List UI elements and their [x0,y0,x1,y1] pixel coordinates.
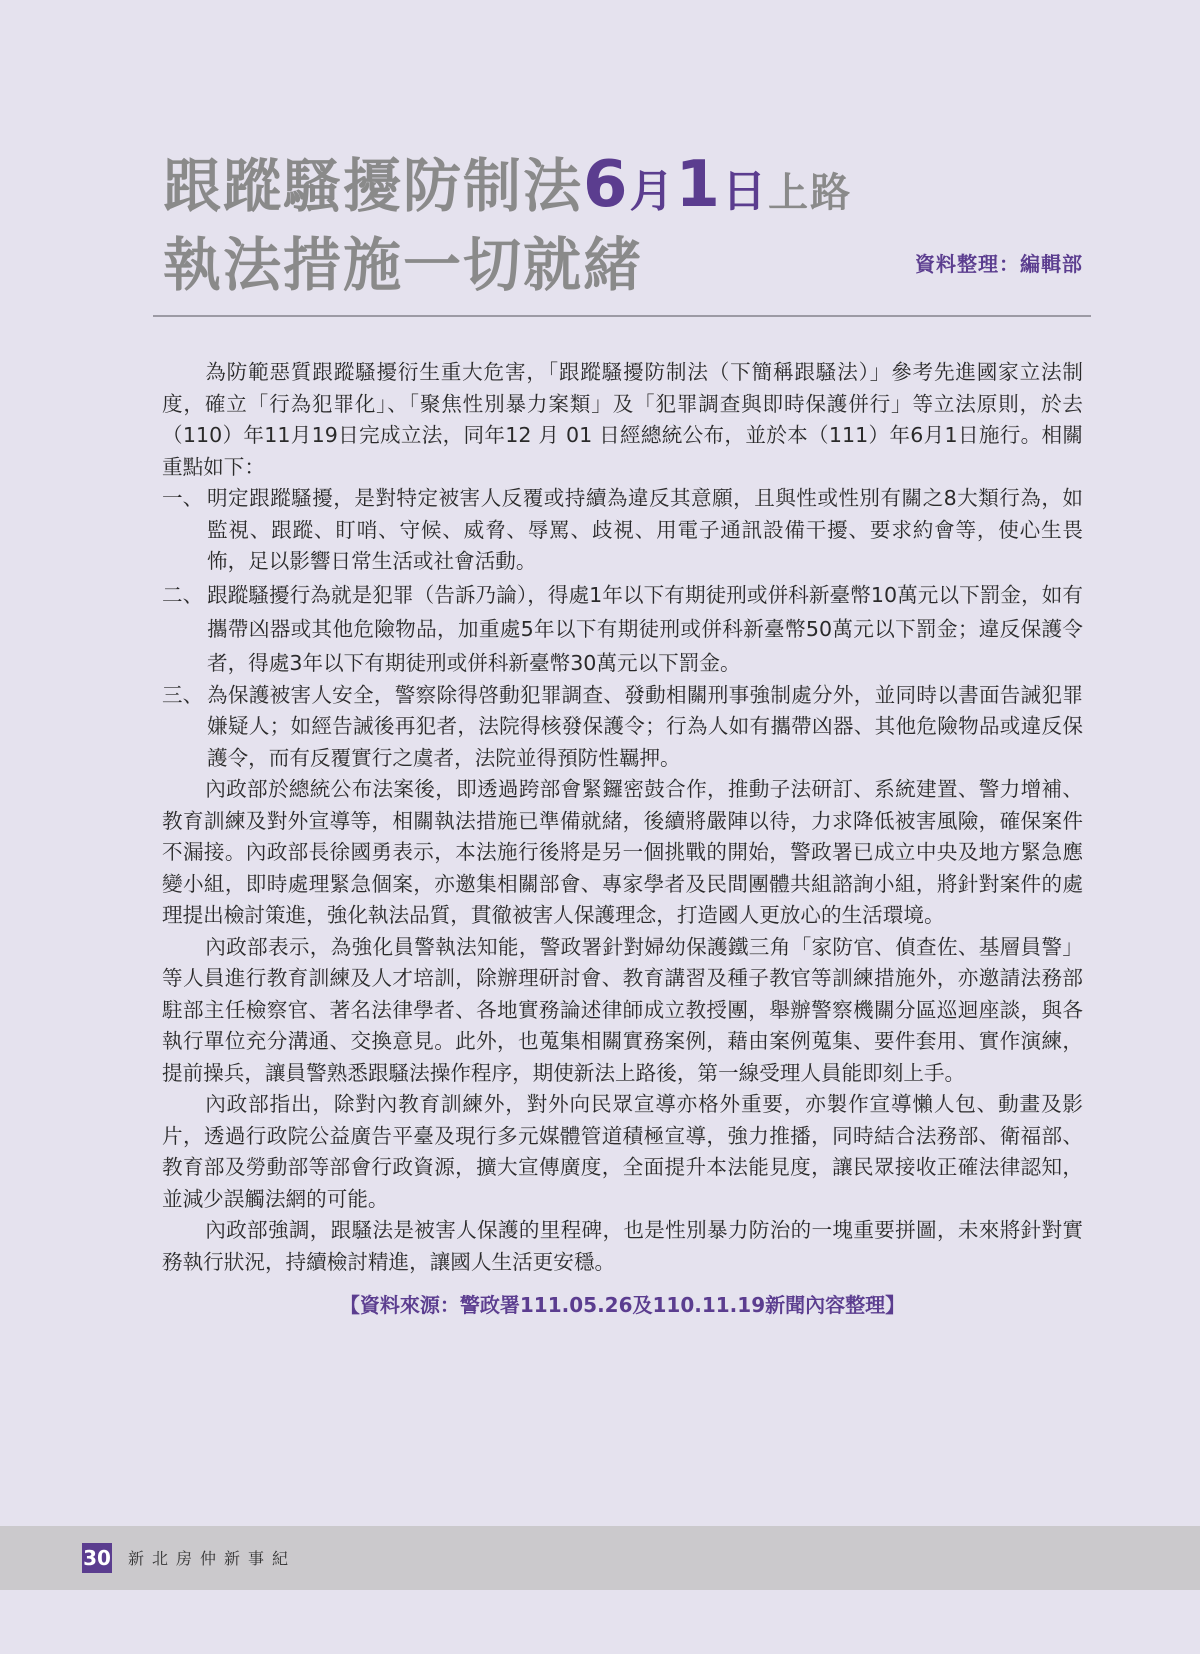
body-paragraph: 內政部指出，除對內教育訓練外，對外向民眾宣導亦格外重要，亦製作宣導懶人包、動畫及影片，透過行政院公益廣告平臺及現行多元媒體管道積極宣導，強力推播，同時結合法務部、衛福部、教育部及勞動部等部會行政資源，擴大宣傳廣度，全面提升本法能見度，讓民眾接收正確法律認知，並減少誤觸法網的可能。 [162,1092,1083,1211]
page-number: 30 [82,1543,112,1573]
title-suffix: 上路 [768,170,853,216]
list-item-text: 明定跟蹤騷擾，是對特定被害人反覆或持續為違反其意願，且與性或性別有關之8大類行為，如監視、跟蹤、盯哨、守候、威脅、辱罵、歧視、用電子通訊設備干擾、要求約會等，使心生畏怖，足以影響日常生活或社會活動。 [207,486,1083,573]
magazine-name: 新北房仲新事紀 [128,1549,297,1568]
byline: 資料整理：編輯部 [915,252,1083,276]
list-item-text: 為保護被害人安全，警察除得啓動犯罪調查、發動相關刑事強制處分外，並同時以書面告誡犯罪嫌疑人；如經告誡後再犯者，法院得核發保護令；行為人如有攜帶凶器、其他危險物品或違反保護令，而有反覆實行之虞者，法院並得預防性羈押。 [207,682,1083,770]
title-divider [153,315,1091,317]
source-note: 【資料來源：警政署111.05.26及110.11.19新聞內容整理】 [339,1293,906,1317]
body-paragraph: 內政部表示，為強化員警執法知能，警政署針對婦幼保護鐵三角「家防官、偵查佐、基層員警」等人員進行教育訓練及人才培訓，除辦理研討會、教育講習及種子教官等訓練措施外，亦邀請法務部駐部主任檢察官、著名法律學者、各地實務論述律師成立教授團，舉辦警察機關分區巡迴座談，與各執行單位充分溝通、交換意見。此外，也蒐集相關實務案例，藉由案例蒐集、要件套用、實作演練，提前操兵，讓員警熟悉跟騷法操作程序，期使新法上路後，第一線受理人員能即刻上手。 [162,934,1083,1085]
article-title-line-2: 執法措施一切就緒 [163,231,644,299]
title-month-number: 6 [583,148,630,222]
body-paragraph: 內政部於總統公布法案後，即透過跨部會緊鑼密鼓合作，推動子法研訂、系統建置、警力增補、教育訓練及對外宣導等，相關執法措施已準備就緒，後續將嚴陣以待，力求降低被害風險，確保案件不漏接。內政部長徐國勇表示，本法施行後將是另一個挑戰的開始，警政署已成立中央及地方緊急應變小組，即時處理緊急個案，亦邀集相關部會、專家學者及民間團體共組諮詢小組，將針對案件的處理提出檢討策進，強化執法品質，貫徹被害人保護理念，打造國人更放心的生活環境。 [162,777,1083,927]
title-text: 跟蹤騷擾防制法 [163,152,584,220]
list-item-number: 二、 [162,582,204,607]
list-item [162,578,1083,680]
list-item [162,483,1083,578]
list-item [162,680,1083,775]
list-item-text: 跟蹤騷擾行為就是犯罪（告訴乃論），得處1年以下有期徒刑或併科新臺幣10萬元以下罰金，如有攜帶凶器或其他危險物品，加重處5年以下有期徒刑或併科新臺幣50萬元以下罰金；違反保護令者，得處3年以下有期徒刑或併科新臺幣30萬元以下罰金。 [207,582,1083,675]
article-title-line-1 [163,150,1083,228]
intro-paragraph: 為防範惡質跟蹤騷擾衍生重大危害，「跟蹤騷擾防制法（下簡稱跟騷法）」參考先進國家立法制度，確立「行為犯罪化」、「聚焦性別暴力案類」及「犯罪調查與即時保護併行」等立法原則，於去（110）年11月19日完成立法，同年12 月 01 日經總統公布，並於本（111）年6月1日施行。相關重點如下： [162,360,1083,479]
article-header [163,150,1083,300]
title-day-unit: 日 [722,166,769,217]
article-body [162,357,1083,1322]
title-day-number: 1 [675,148,723,222]
list-item-number: 一、 [162,486,204,510]
list-item-number: 三、 [162,682,204,707]
body-paragraph: 內政部強調，跟騷法是被害人保護的里程碑，也是性別暴力防治的一塊重要拼圖，未來將針對實務執行狀況，持續檢討精進，讓國人生活更安穩。 [162,1218,1083,1274]
title-month-unit: 月 [629,166,676,217]
page-footer [0,1526,1200,1590]
